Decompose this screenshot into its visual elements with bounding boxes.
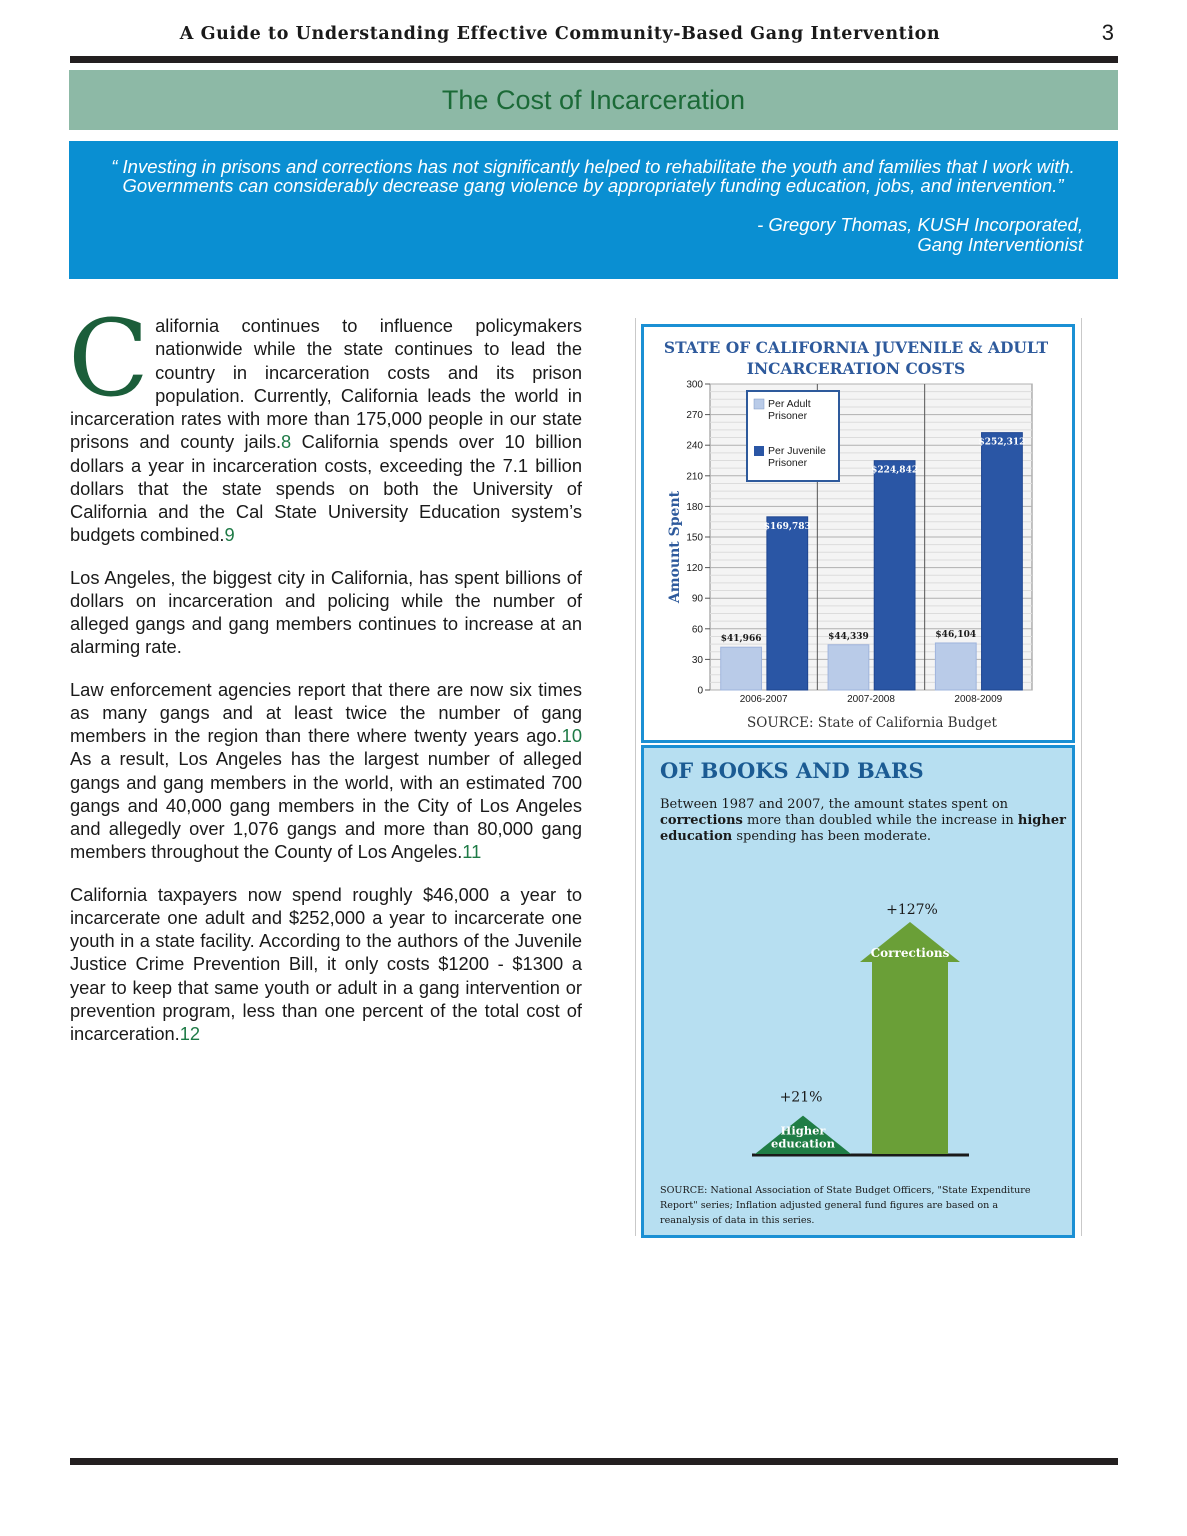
chart-bar-adult (828, 645, 869, 690)
chart-data-label: $252,312 (978, 437, 1026, 448)
chart-y-tick-label: 150 (686, 532, 703, 544)
paragraph-3-text-b: As a result, Los Angeles has the largest number of alleged gangs and gang members in the world, with an estimated 700 gangs and 40,000 gang members in the City of Los Angeles and allegedly over 1,076 gangs and more than 80,000 gang members throughout the County of Los Angeles. (70, 748, 582, 863)
quote-text (87, 157, 1099, 195)
legend-label-adult-1: Per Adult (768, 398, 811, 410)
chart-data-label: $46,104 (935, 629, 977, 640)
chart-bar-juvenile (874, 461, 915, 690)
paragraph-3 (70, 678, 582, 864)
books-source-line-3: reanalysis of data in this series. (660, 1215, 815, 1226)
books-source-line-1: SOURCE: National Association of State Budget Officers, "State Expenditure (660, 1185, 1031, 1196)
chart-y-tick-label: 30 (691, 654, 703, 666)
chart-bar-juvenile (982, 433, 1023, 690)
footnote-ref-11[interactable]: 11 (462, 841, 482, 863)
footnote-ref-8[interactable]: 8 (281, 431, 292, 453)
higher-education-value-label: +21% (779, 1089, 823, 1106)
chart-x-tick-label: 2007-2008 (847, 694, 895, 705)
footer-rule (70, 1458, 1118, 1465)
chart-bar-adult (721, 647, 762, 690)
section-title: The Cost of Incarceration (441, 84, 746, 115)
books-title: OF BOOKS AND BARS (660, 758, 924, 783)
chart-bar-juvenile (767, 517, 808, 690)
paragraph-4-text: California taxpayers now spend roughly $46,000 a year to incarcerate one adult and $252,000 a year to incarcerate one youth in a state facility. According to the authors of the Juvenile Justice Crime Prevention Bill, it only costs $1200 - $1300 a year to keep that same youth or adult in a gang intervention or prevention program, less than one percent of the total cost of incarceration. (70, 883, 582, 1044)
quote-attribution-line-1: - Gregory Thomas, KUSH Incorporated, (757, 214, 1083, 235)
paragraph-2: Los Angeles, the biggest city in California, has spent billions of dollars on incarceration and policing while the number of alleged gangs and gang members continues to increase at an alarming rate. (70, 566, 582, 658)
higher-education-arrow-label-2: education (771, 1136, 835, 1151)
quote-attribution-line-2: Gang Interventionist (917, 234, 1083, 255)
legend-label-juvenile-2: Prisoner (768, 457, 808, 469)
higher-education-arrow-label-1: Higher (780, 1123, 826, 1138)
books-source-line-2: Report" series; Inflation adjusted general fund figures are based on a (660, 1200, 999, 1211)
chart-y-tick-label: 300 (686, 379, 703, 391)
chart-y-tick-label: 180 (686, 501, 703, 513)
legend-label-adult-2: Prisoner (768, 410, 808, 422)
footnote-ref-9[interactable]: 9 (224, 524, 235, 546)
chart-source: SOURCE: State of California Budget (747, 715, 997, 731)
chart-bar-adult (935, 643, 976, 690)
chart-y-axis-label: Amount Spent (667, 490, 683, 604)
legend-label-juvenile-1: Per Juvenile (768, 445, 826, 457)
paragraph-4 (70, 883, 582, 1046)
incarceration-costs-chart-box (641, 324, 1075, 743)
section-band (69, 70, 1118, 130)
corrections-arrow-label: Corrections (870, 946, 950, 960)
chart-x-tick-label: 2006-2007 (739, 694, 788, 705)
books-and-bars-chart (644, 748, 1072, 1235)
body-text-column (68, 297, 582, 1064)
incarceration-costs-chart (644, 327, 1072, 740)
books-description-line-1: Between 1987 and 2007, the amount states spent on (660, 797, 1009, 812)
chart-y-tick-label: 270 (686, 410, 703, 422)
books-description-line-2: corrections more than doubled while the increase in higher (660, 813, 1066, 828)
chart-data-label: $44,339 (828, 631, 869, 642)
quote-line-1: “ Investing in prisons and corrections has not significantly helped to rehabilitate the youth and families that I work with. (111, 156, 1075, 177)
chart-y-tick-label: 90 (691, 593, 703, 605)
running-header (70, 22, 1118, 52)
paragraph-3-text-a: Law enforcement agencies report that there are now six times as many gangs and at least twice the number of gang members in the region than there where twenty years ago. (70, 678, 582, 746)
header-rule (70, 56, 1118, 63)
chart-data-label: $169,783 (763, 521, 811, 532)
quote-line-2: Governments can considerably decrease gang violence by appropriately funding education, jobs, and intervention.” (122, 175, 1064, 196)
footnote-ref-12[interactable]: 12 (179, 1023, 201, 1044)
books-and-bars-box (641, 745, 1075, 1238)
chart-title-line-2: INCARCERATION COSTS (746, 359, 966, 378)
running-title: A Guide to Understanding Effective Community-Based Gang Intervention (179, 24, 941, 44)
chart-x-tick-label: 2008-2009 (954, 694, 1003, 705)
chart-y-tick-label: 0 (697, 685, 703, 697)
page-number: 3 (1101, 20, 1114, 45)
quote-box (69, 141, 1118, 279)
chart-y-tick-label: 60 (691, 624, 703, 636)
chart-y-tick-label: 210 (686, 471, 703, 483)
chart-legend (747, 391, 839, 481)
chart-data-label: $41,966 (720, 634, 762, 645)
corrections-value-label: +127% (886, 902, 938, 918)
chart-y-tick-label: 240 (686, 440, 703, 452)
chart-title-line-1: STATE OF CALIFORNIA JUVENILE & ADULT (663, 338, 1049, 357)
footnote-ref-10[interactable]: 10 (561, 725, 582, 746)
paragraph-1-text-a: alifornia continues to influence policymakers nationwide while the state continues to lead the country in incarceration costs and its prison population. Currently, California leads the world in incarceration rates with more than 175,000 people in our state prisons and county jails. (70, 315, 582, 453)
legend-swatch-juvenile (754, 446, 764, 456)
chart-y-tick-label: 120 (686, 563, 703, 575)
paragraph-1-text-b: California spends over 10 billion dollars a year in incarceration costs, exceeding the 7.1 billion dollars that the state spends on both the University of California and the Cal State University Education system’s budgets combined. (70, 431, 582, 546)
quote-attribution (757, 215, 1083, 255)
legend-swatch-adult (754, 399, 764, 409)
drop-cap: C (68, 297, 150, 420)
paragraph-1 (68, 297, 582, 547)
chart-data-label: $224,842 (871, 465, 919, 476)
books-description-line-3: education spending has been moderate. (660, 829, 932, 844)
